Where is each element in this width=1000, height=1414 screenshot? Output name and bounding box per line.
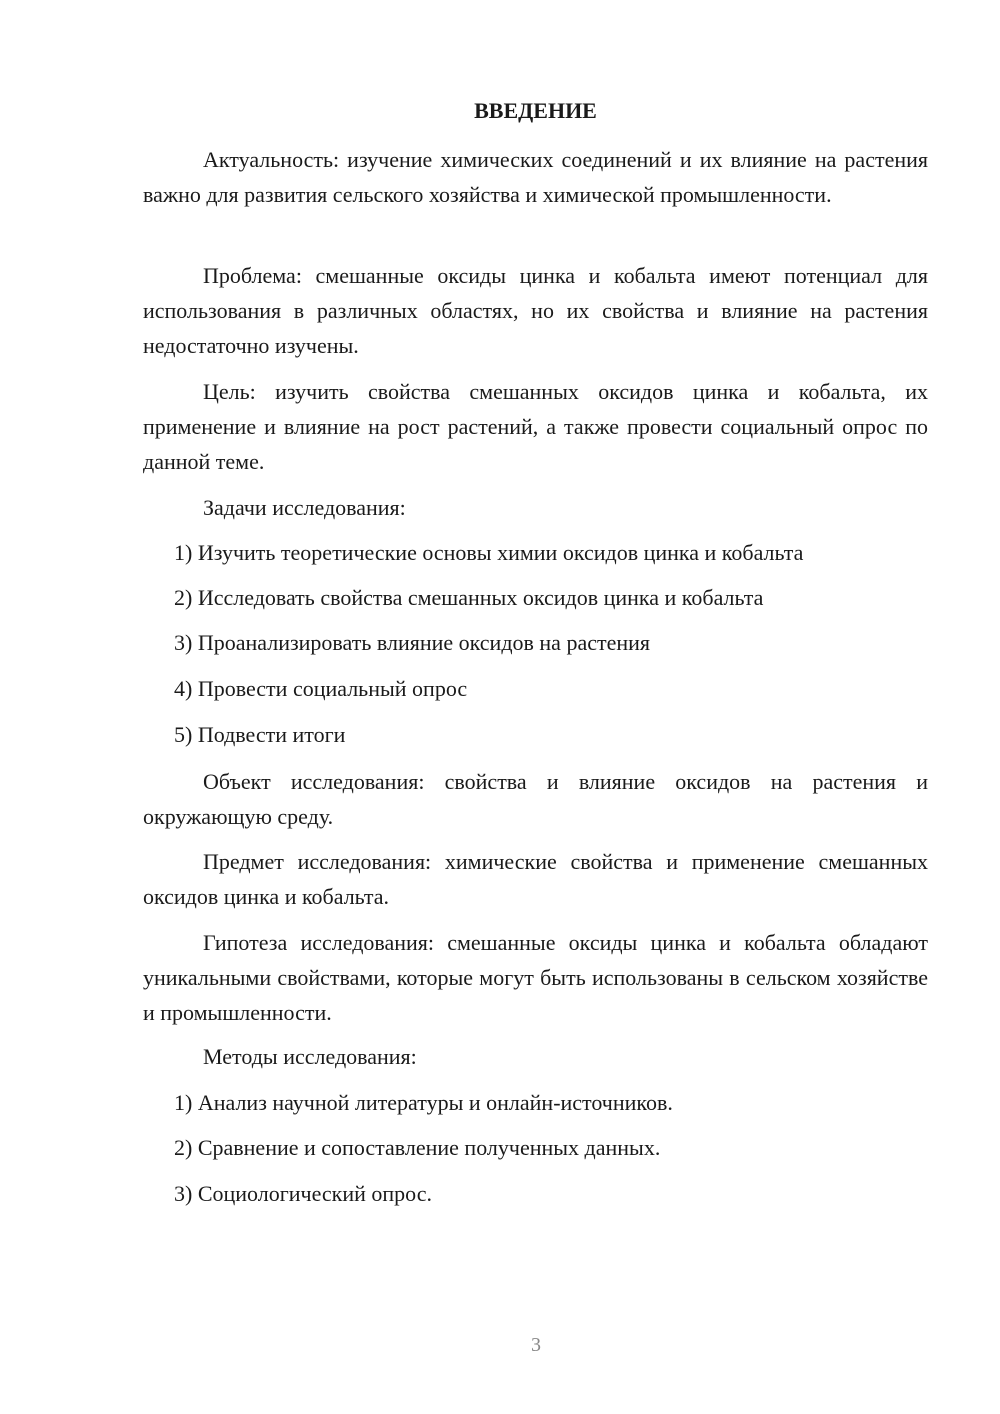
task-item-1: 1) Изучить теоретические основы химии оксидов цинка и кобальта — [174, 540, 804, 565]
paragraph-goal: Цель: изучить свойства смешанных оксидов цинка и кобальта, их применение и влияние на рост растений, а также провести социальный опрос по данной теме. — [143, 379, 928, 474]
task-item-4: 4) Провести социальный опрос — [174, 676, 468, 701]
method-item-2: 2) Сравнение и сопоставление полученных данных. — [174, 1135, 661, 1160]
paragraph-object: Объект исследования: свойства и влияние оксидов на растения и окружающую среду. — [143, 769, 928, 829]
paragraph-hypothesis: Гипотеза исследования: смешанные оксиды цинка и кобальта обладают уникальными свойствами, которые могут быть использованы в сельском хозяйстве и промышленности. — [143, 930, 928, 1025]
tasks-heading: Задачи исследования: — [203, 495, 406, 520]
paragraph-relevance: Актуальность: изучение химических соединений и их влияние на растения важно для развития сельского хозяйства и химической промышленности. — [143, 147, 928, 207]
page-number: 3 — [531, 1334, 541, 1356]
method-item-3: 3) Социологический опрос. — [174, 1181, 432, 1206]
task-item-3: 3) Проанализировать влияние оксидов на растения — [174, 630, 651, 655]
task-item-2: 2) Исследовать свойства смешанных оксидов цинка и кобальта — [174, 585, 764, 610]
task-item-5: 5) Подвести итоги — [174, 722, 346, 747]
methods-heading: Методы исследования: — [203, 1044, 417, 1069]
paragraph-subject: Предмет исследования: химические свойства и применение смешанных оксидов цинка и кобальта. — [143, 849, 928, 909]
page-title: ВВЕДЕНИЕ — [474, 98, 597, 123]
paragraph-problem: Проблема: смешанные оксиды цинка и кобальта имеют потенциал для использования в различных областях, но их свойства и влияние на растения недостаточно изучены. — [143, 263, 928, 358]
method-item-1: 1) Анализ научной литературы и онлайн-источников. — [174, 1090, 673, 1115]
